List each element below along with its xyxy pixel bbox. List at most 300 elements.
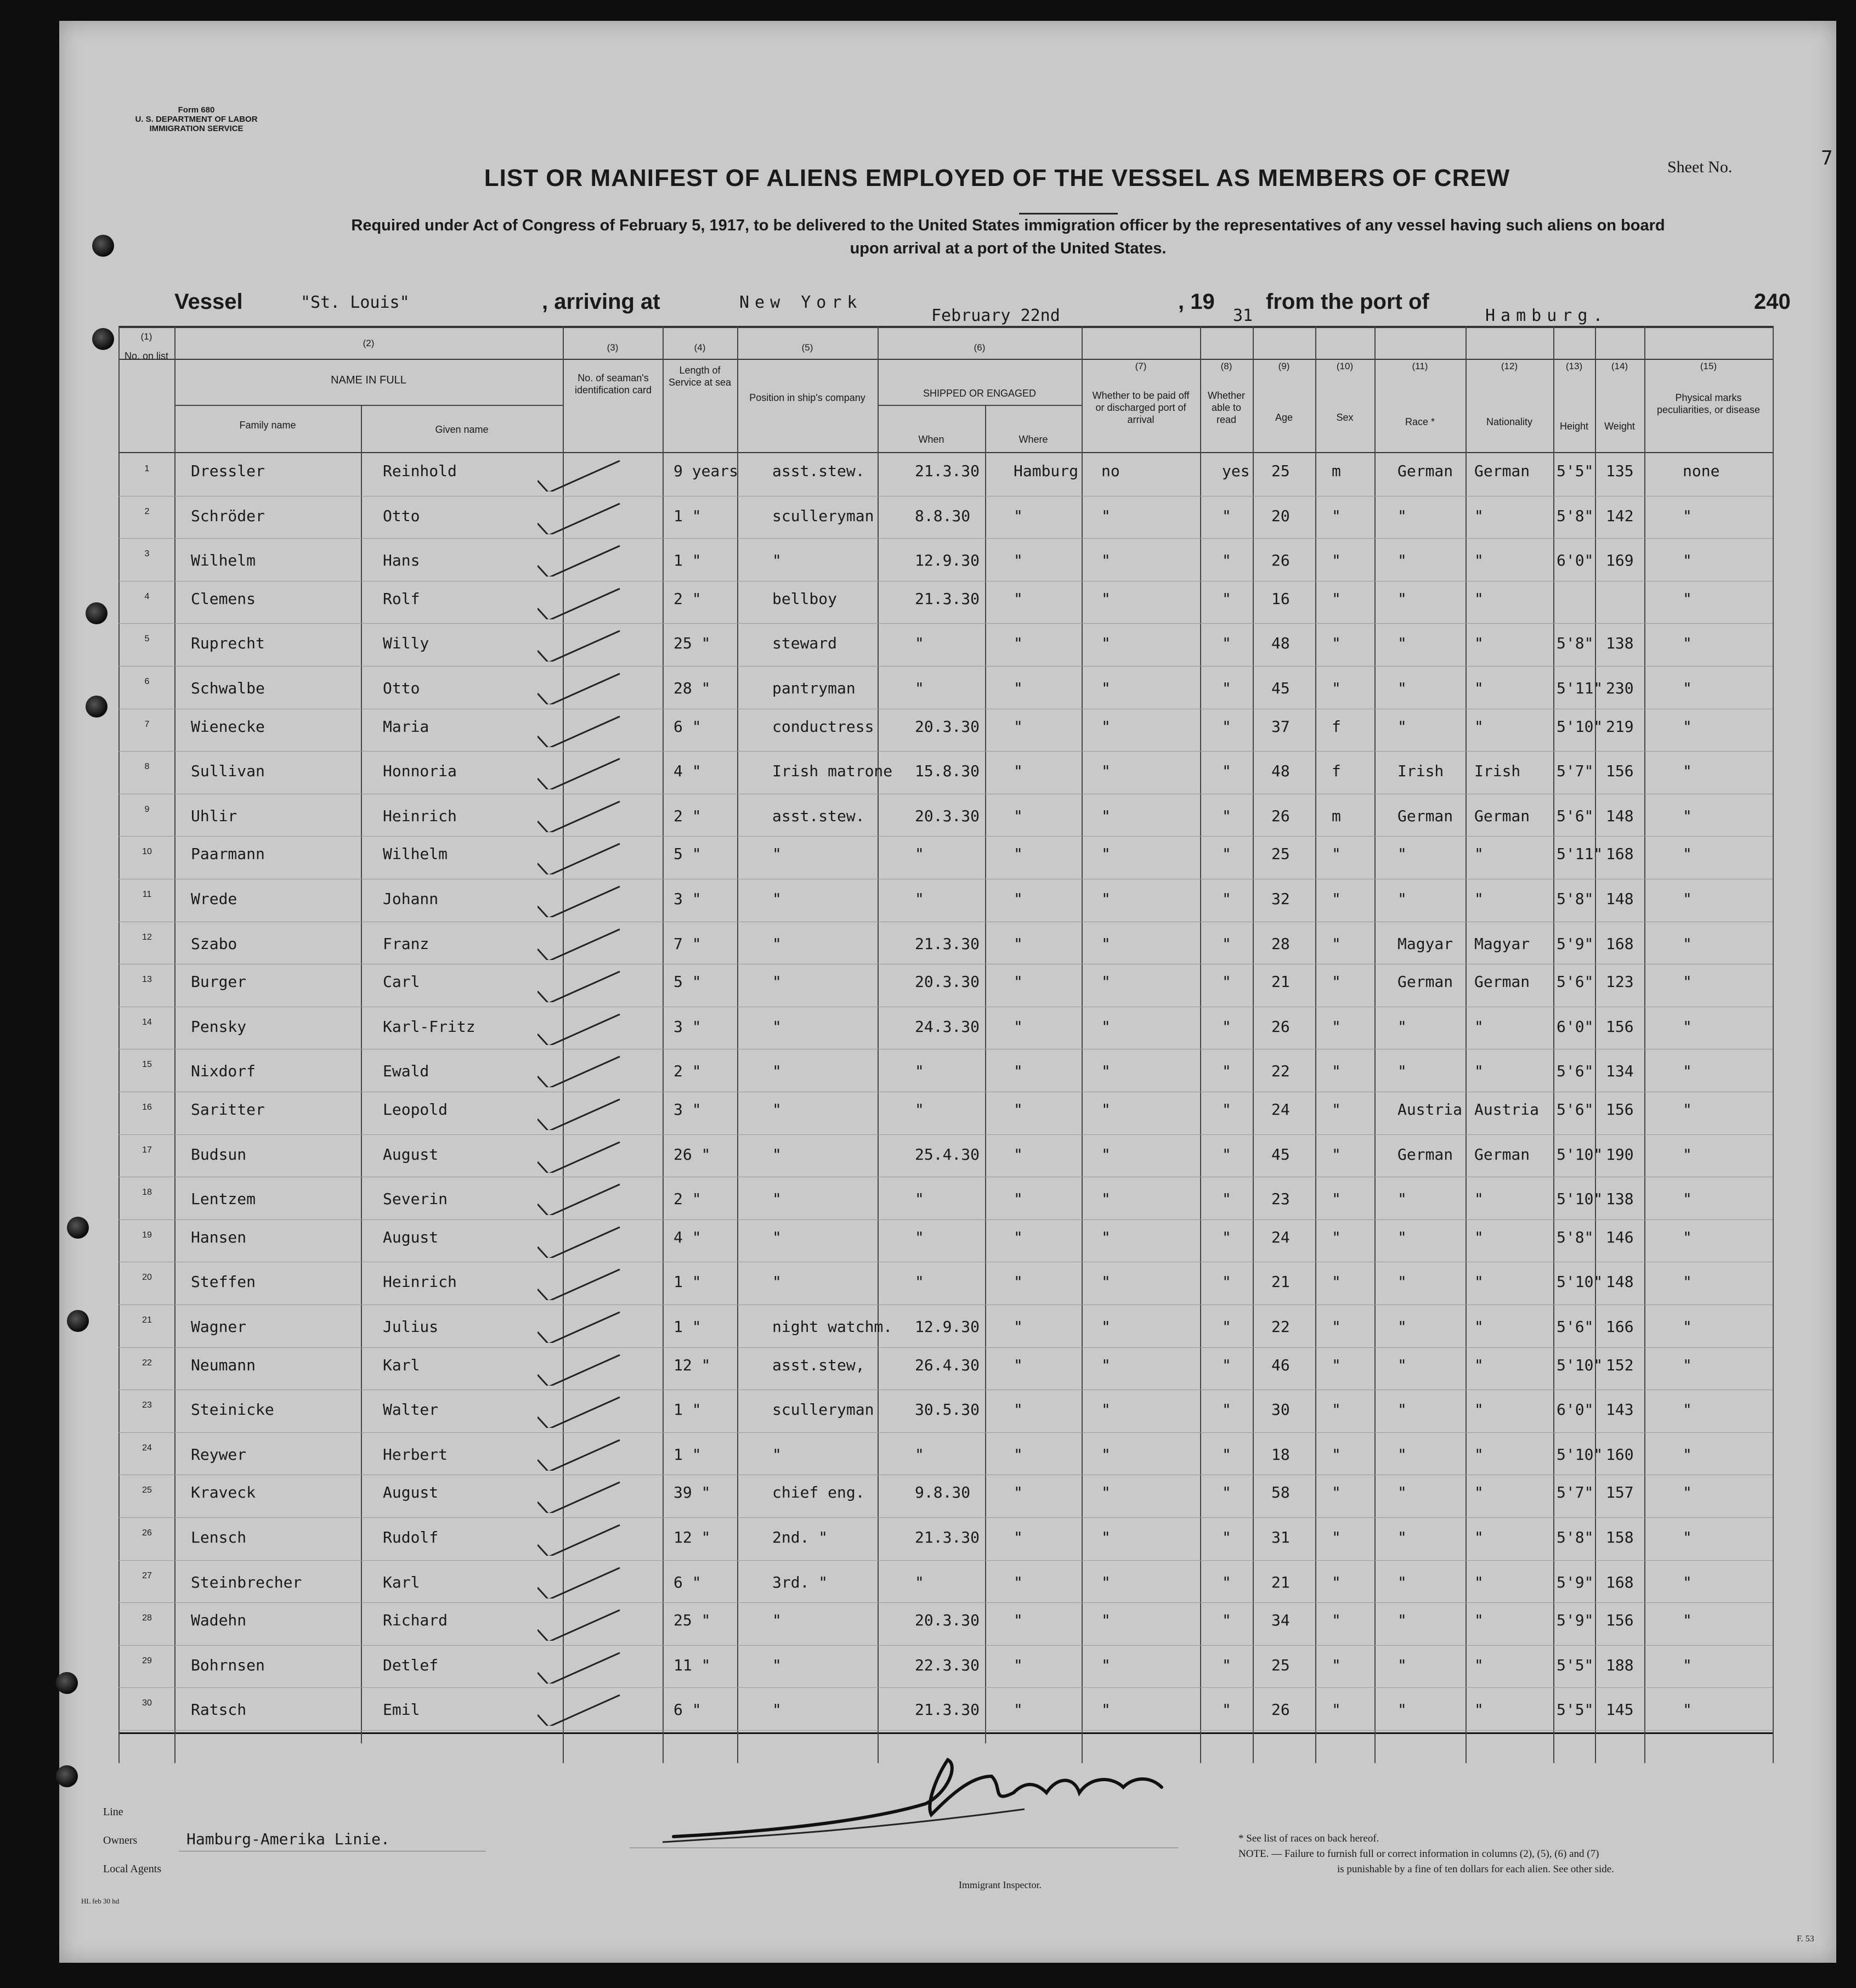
tally-check-mark [537,544,669,577]
form-number: Form 680 [178,105,215,115]
column-divider [361,405,362,1743]
physical-marks-cell: " [1683,1445,1692,1464]
row-number: 8 [144,762,150,772]
age-cell: 18 [1271,1445,1290,1464]
sex-cell: f [1332,762,1341,781]
nationality-cell: Magyar [1474,934,1530,953]
local-agents-label: Local Agents [103,1863,162,1875]
row-number: 20 [142,1273,152,1283]
family-name-cell: Wienecke [191,717,265,736]
row-number: 23 [142,1400,152,1410]
tally-check-mark [537,1054,669,1087]
column-number: (15) [1700,361,1717,371]
race-cell: " [1397,1483,1407,1502]
service-length-cell: 3 " [674,1017,701,1036]
weight-cell: 135 [1606,462,1634,480]
column-number: (7) [1135,361,1147,371]
race-cell: " [1397,1445,1407,1464]
physical-marks-cell: " [1683,506,1692,525]
position-cell: " [772,1228,782,1246]
position-cell: " [772,1190,782,1208]
shipped-where-cell: " [1014,1190,1023,1208]
given-name-cell: Reinhold [383,462,457,480]
shipped-where-cell: " [1014,845,1023,863]
physical-marks-cell: " [1683,890,1692,908]
sex-cell: " [1332,589,1341,608]
given-name-cell: Otto [383,506,420,525]
service-length-cell: 12 " [674,1356,711,1374]
row-number: 28 [142,1613,152,1623]
height-cell: 5'9" [1557,1611,1594,1630]
shipped-where-cell: " [1014,1528,1023,1546]
nationality-cell: " [1474,1356,1484,1374]
weight-cell: 123 [1606,973,1634,991]
weight-cell: 158 [1606,1528,1634,1546]
age-cell: 24 [1271,1100,1290,1119]
sex-cell: " [1332,1356,1341,1374]
row-number: 16 [142,1103,152,1112]
given-name-cell: Honnoria [383,762,457,781]
weight-cell: 156 [1606,1611,1634,1630]
tally-check-mark [537,1140,669,1173]
header-name-in-full: NAME IN FULL [331,374,406,386]
nationality-cell: " [1474,1400,1484,1419]
height-cell: 5'10" [1557,717,1603,736]
form-code: F. 53 [1797,1934,1814,1944]
tally-check-mark [537,1182,669,1215]
able-to-read-cell: " [1222,717,1231,736]
from-port: Hamburg. [1485,306,1609,325]
service-length-cell: 28 " [674,679,711,697]
service-length-cell: 12 " [674,1528,711,1546]
department-name: U. S. DEPARTMENT OF LABOR [135,115,258,124]
sex-cell: " [1332,1656,1341,1674]
service-length-cell: 6 " [674,1701,701,1719]
race-cell: " [1397,1701,1407,1719]
age-cell: 16 [1271,589,1290,608]
physical-marks-cell: " [1683,551,1692,570]
nationality-cell: Austria [1474,1100,1540,1119]
race-cell: " [1397,506,1407,525]
able-to-read-cell: " [1222,1445,1231,1464]
family-name-cell: Steinbrecher [191,1573,302,1591]
page-subtitle [224,214,1792,260]
height-cell: 5'5" [1557,1701,1594,1719]
shipped-where-cell: " [1014,1356,1023,1374]
row-number: 14 [142,1017,152,1027]
inspector-label: Immigrant Inspector. [959,1879,1042,1890]
able-to-read-cell: " [1222,1356,1231,1374]
position-cell: " [772,1701,782,1719]
shipped-where-cell: " [1014,1445,1023,1464]
height-cell: 5'8" [1557,1228,1594,1246]
shipped-where-cell: " [1014,1318,1023,1336]
column-number: (1) [140,331,152,342]
name-subheader-rule [174,405,563,406]
able-to-read-cell: " [1222,1483,1231,1502]
year-label: , 19 [1178,290,1215,314]
given-name-cell: Emil [383,1701,420,1719]
position-cell: " [772,973,782,991]
race-footnote: * See list of races on back hereof. [1238,1833,1379,1844]
able-to-read-cell: " [1222,762,1231,781]
service-name: IMMIGRATION SERVICE [149,124,244,133]
shipped-when-cell: 22.3.30 [915,1656,980,1674]
family-name-cell: Lentzem [191,1190,256,1208]
row-rule [118,1432,1773,1433]
shipped-when-cell: " [915,1062,924,1081]
family-name-cell: Sullivan [191,762,265,781]
header-where: Where [1018,434,1048,445]
weight-cell: 138 [1606,634,1634,653]
given-name-cell: Leopold [383,1100,448,1119]
row-number: 30 [142,1698,152,1708]
paid-off-cell: " [1101,1528,1111,1546]
paid-off-cell: " [1101,1483,1111,1502]
service-length-cell: 26 " [674,1145,711,1164]
column-number: (12) [1501,361,1518,371]
physical-marks-cell: " [1683,1356,1692,1374]
page-title: LIST OR MANIFEST OF ALIENS EMPLOYED OF THE VESSEL AS MEMBERS OF CREW [484,165,1510,191]
arriving-label: , arriving at [542,290,660,314]
service-length-cell: 2 " [674,806,701,825]
service-length-cell: 5 " [674,973,701,991]
shipped-when-cell: " [915,634,924,653]
age-cell: 26 [1271,806,1290,825]
row-number: 12 [142,932,152,942]
weight-cell: 152 [1606,1356,1634,1374]
weight-cell: 168 [1606,934,1634,953]
row-number: 29 [142,1656,152,1665]
age-cell: 25 [1271,1656,1290,1674]
shipped-when-cell: 9.8.30 [915,1483,971,1502]
service-length-cell: 6 " [674,1573,701,1591]
sex-cell: " [1332,551,1341,570]
sex-cell: " [1332,1445,1341,1464]
family-name-cell: Pensky [191,1017,247,1036]
race-cell: " [1397,1318,1407,1336]
nationality-cell: " [1474,551,1484,570]
nationality-cell: " [1474,1611,1484,1630]
sex-cell: " [1332,1228,1341,1246]
shipped-when-cell: 24.3.30 [915,1017,980,1036]
sex-cell: " [1332,506,1341,525]
given-name-cell: Richard [383,1611,448,1630]
able-to-read-cell: " [1222,589,1231,608]
shipped-when-cell: " [915,679,924,697]
row-rule [118,1602,1773,1603]
table-bottom-rule [118,1732,1773,1734]
tally-check-mark [537,501,669,534]
position-cell: bellboy [772,589,838,608]
shipped-where-cell: " [1014,1100,1023,1119]
shipped-when-cell: " [915,845,924,863]
shipped-where-cell: " [1014,589,1023,608]
family-name-cell: Szabo [191,934,237,953]
paid-off-cell: " [1101,762,1111,781]
nationality-cell: German [1474,462,1530,480]
header-no-on-list: No. on list [124,351,169,362]
shipped-when-cell: 20.3.30 [915,973,980,991]
row-number: 17 [142,1145,152,1155]
family-name-cell: Dressler [191,462,265,480]
shipped-where-cell: " [1014,1228,1023,1246]
weight-cell: 156 [1606,1017,1634,1036]
column-divider [1253,326,1254,1763]
family-name-cell: Steinicke [191,1400,274,1419]
race-cell: German [1397,1145,1453,1164]
sex-cell: " [1332,1573,1341,1591]
weight-cell: 188 [1606,1656,1634,1674]
shipped-when-cell: " [915,890,924,908]
sex-cell: " [1332,890,1341,908]
column-divider [1773,326,1774,1763]
note-line-1: NOTE. — Failure to furnish full or correct information in columns (2), (5), (6) and (7) [1238,1848,1599,1860]
age-cell: 21 [1271,1573,1290,1591]
service-length-cell: 4 " [674,1228,701,1246]
weight-cell: 219 [1606,717,1634,736]
paid-off-cell: " [1101,1701,1111,1719]
tally-check-mark [537,1523,669,1556]
position-cell: sculleryman [772,506,874,525]
position-cell: asst.stew. [772,806,865,825]
able-to-read-cell: " [1222,890,1231,908]
punch-hole [86,696,107,718]
nationality-cell: German [1474,806,1530,825]
paid-off-cell: " [1101,1656,1111,1674]
physical-marks-cell: " [1683,1145,1692,1164]
sex-cell: " [1332,973,1341,991]
service-length-cell: 11 " [674,1656,711,1674]
row-number: 7 [144,719,150,729]
height-cell: 5'11" [1557,845,1603,863]
shipped-where-cell: " [1014,934,1023,953]
weight-cell: 156 [1606,762,1634,781]
given-name-cell: Carl [383,973,420,991]
nationality-cell: German [1474,973,1530,991]
row-number: 3 [144,549,150,559]
shipped-when-cell: 20.3.30 [915,806,980,825]
position-cell: 2nd. " [772,1528,828,1546]
row-number: 4 [144,591,150,601]
row-number: 27 [142,1571,152,1580]
family-name-cell: Budsun [191,1145,247,1164]
column-number: (8) [1220,361,1232,371]
age-cell: 22 [1271,1318,1290,1336]
service-length-cell: 1 " [674,551,701,570]
service-length-cell: 9 years [674,462,739,480]
tally-check-mark [537,799,669,832]
tally-check-mark [537,1267,669,1300]
header-paid-off: Whether to be paid off or discharged port of arrival [1092,390,1190,425]
weight-cell: 148 [1606,806,1634,825]
nationality-cell: " [1474,589,1484,608]
shipped-when-cell: 21.3.30 [915,1701,980,1719]
page-number: 240 [1754,290,1791,314]
height-cell: 5'11" [1557,679,1603,697]
height-cell: 6'0" [1557,1400,1594,1419]
weight-cell: 166 [1606,1318,1634,1336]
service-length-cell: 1 " [674,506,701,525]
height-cell: 6'0" [1557,1017,1594,1036]
paid-off-cell: " [1101,1228,1111,1246]
owners-label: Owners [103,1834,138,1846]
row-number: 24 [142,1443,152,1453]
sheet-number: 7 [1821,147,1833,170]
sex-cell: f [1332,717,1341,736]
able-to-read-cell: " [1222,1100,1231,1119]
shipped-when-cell: 21.3.30 [915,462,980,480]
row-rule [118,751,1773,752]
race-cell: " [1397,679,1407,697]
height-cell: 5'10" [1557,1190,1603,1208]
sex-cell: " [1332,1483,1341,1502]
nationality-cell: " [1474,1017,1484,1036]
sex-cell: m [1332,462,1341,480]
tally-check-mark [537,1012,669,1045]
paid-off-cell: " [1101,1611,1111,1630]
race-cell: " [1397,1356,1407,1374]
weight-cell: 143 [1606,1400,1634,1419]
shipped-when-cell: " [915,1228,924,1246]
given-name-cell: Julius [383,1318,439,1336]
given-name-cell: Maria [383,717,429,736]
shipped-when-cell: 21.3.30 [915,1528,980,1546]
shipped-where-cell: " [1014,506,1023,525]
position-cell: " [772,1145,782,1164]
weight-cell: 148 [1606,890,1634,908]
shipped-where-cell: " [1014,1273,1023,1291]
age-cell: 48 [1271,634,1290,653]
given-name-cell: Detlef [383,1656,439,1674]
position-cell: " [772,551,782,570]
punch-hole [67,1217,89,1239]
race-cell: " [1397,1611,1407,1630]
row-number: 2 [144,506,150,516]
height-cell: 5'6" [1557,973,1594,991]
shipped-where-cell: " [1014,551,1023,570]
age-cell: 26 [1271,551,1290,570]
shipped-where-cell: " [1014,1573,1023,1591]
weight-cell: 157 [1606,1483,1634,1502]
sheet-label: Sheet No. [1667,158,1733,176]
height-cell: 5'6" [1557,1062,1594,1081]
family-name-cell: Wrede [191,890,237,908]
tally-check-mark [537,1608,669,1641]
position-cell: " [772,1100,782,1119]
height-cell: 5'6" [1557,1318,1594,1336]
header-id-card: No. of seaman's identification card [574,372,652,396]
service-length-cell: 2 " [674,1190,701,1208]
family-name-cell: Saritter [191,1100,265,1119]
note-line-2: is punishable by a fine of ten dollars for each alien. See other side. [1337,1863,1614,1875]
shipped-where-cell: " [1014,1145,1023,1164]
paid-off-cell: " [1101,551,1111,570]
column-number: (10) [1336,361,1354,371]
position-cell: " [772,1273,782,1291]
able-to-read-cell: " [1222,506,1231,525]
position-cell: " [772,845,782,863]
family-name-cell: Hansen [191,1228,247,1246]
height-cell: 5'10" [1557,1273,1603,1291]
shipped-where-cell: " [1014,1062,1023,1081]
shipped-when-cell: 12.9.30 [915,1318,980,1336]
weight-cell: 230 [1606,679,1634,697]
row-rule [118,1304,1773,1305]
race-cell: Magyar [1397,934,1453,953]
filing-stamp: HL feb 30 hd [81,1897,120,1905]
age-cell: 21 [1271,1273,1290,1291]
header-height: Height [1559,421,1589,432]
punch-hole [86,602,107,624]
physical-marks-cell: " [1683,1573,1692,1591]
row-number: 21 [142,1315,152,1325]
paid-off-cell: " [1101,1445,1111,1464]
sex-cell: " [1332,845,1341,863]
nationality-cell: " [1474,1656,1484,1674]
column-number: (3) [607,342,619,353]
header-marks: Physical marks peculiarities, or disease [1656,392,1761,415]
paid-off-cell: " [1101,1145,1111,1164]
family-name-cell: Burger [191,973,247,991]
paid-off-cell: " [1101,1318,1111,1336]
shipped-when-cell: 15.8.30 [915,762,980,781]
tally-check-mark [537,927,669,960]
weight-cell: 156 [1606,1100,1634,1119]
row-number: 19 [142,1230,152,1240]
nationality-cell: " [1474,1273,1484,1291]
physical-marks-cell: " [1683,1611,1692,1630]
paid-off-cell: " [1101,1573,1111,1591]
family-name-cell: Paarmann [191,845,265,863]
position-cell: night watchm. [772,1318,893,1336]
sex-cell: " [1332,1701,1341,1719]
row-rule [118,1687,1773,1688]
physical-marks-cell: " [1683,806,1692,825]
punch-hole [56,1765,78,1787]
sex-cell: " [1332,679,1341,697]
height-cell: 5'6" [1557,806,1594,825]
family-name-cell: Reywer [191,1445,247,1464]
age-cell: 46 [1271,1356,1290,1374]
column-divider [1465,326,1467,1763]
family-name-cell: Schröder [191,506,265,525]
row-rule [118,1645,1773,1646]
race-cell: " [1397,1228,1407,1246]
given-name-cell: Karl [383,1356,420,1374]
shipped-where-cell: " [1014,634,1023,653]
paid-off-cell: " [1101,1273,1111,1291]
given-name-cell: Severin [383,1190,448,1208]
family-name-cell: Schwalbe [191,679,265,697]
position-cell: chief eng. [772,1483,865,1502]
sex-cell: " [1332,1400,1341,1419]
column-divider [985,405,986,1743]
subtitle-line-2: upon arrival at a port of the United States. [850,240,1167,257]
sex-cell: " [1332,1145,1341,1164]
given-name-cell: Karl [383,1573,420,1591]
column-divider [1644,326,1645,1763]
line-label: Line [103,1806,123,1818]
column-number: (11) [1412,361,1428,371]
nationality-cell: " [1474,1190,1484,1208]
given-name-cell: August [383,1483,439,1502]
header-given-name: Given name [435,424,489,435]
paid-off-cell: " [1101,717,1111,736]
row-rule [118,1517,1773,1518]
service-length-cell: 1 " [674,1318,701,1336]
inspector-signature [641,1754,1189,1853]
